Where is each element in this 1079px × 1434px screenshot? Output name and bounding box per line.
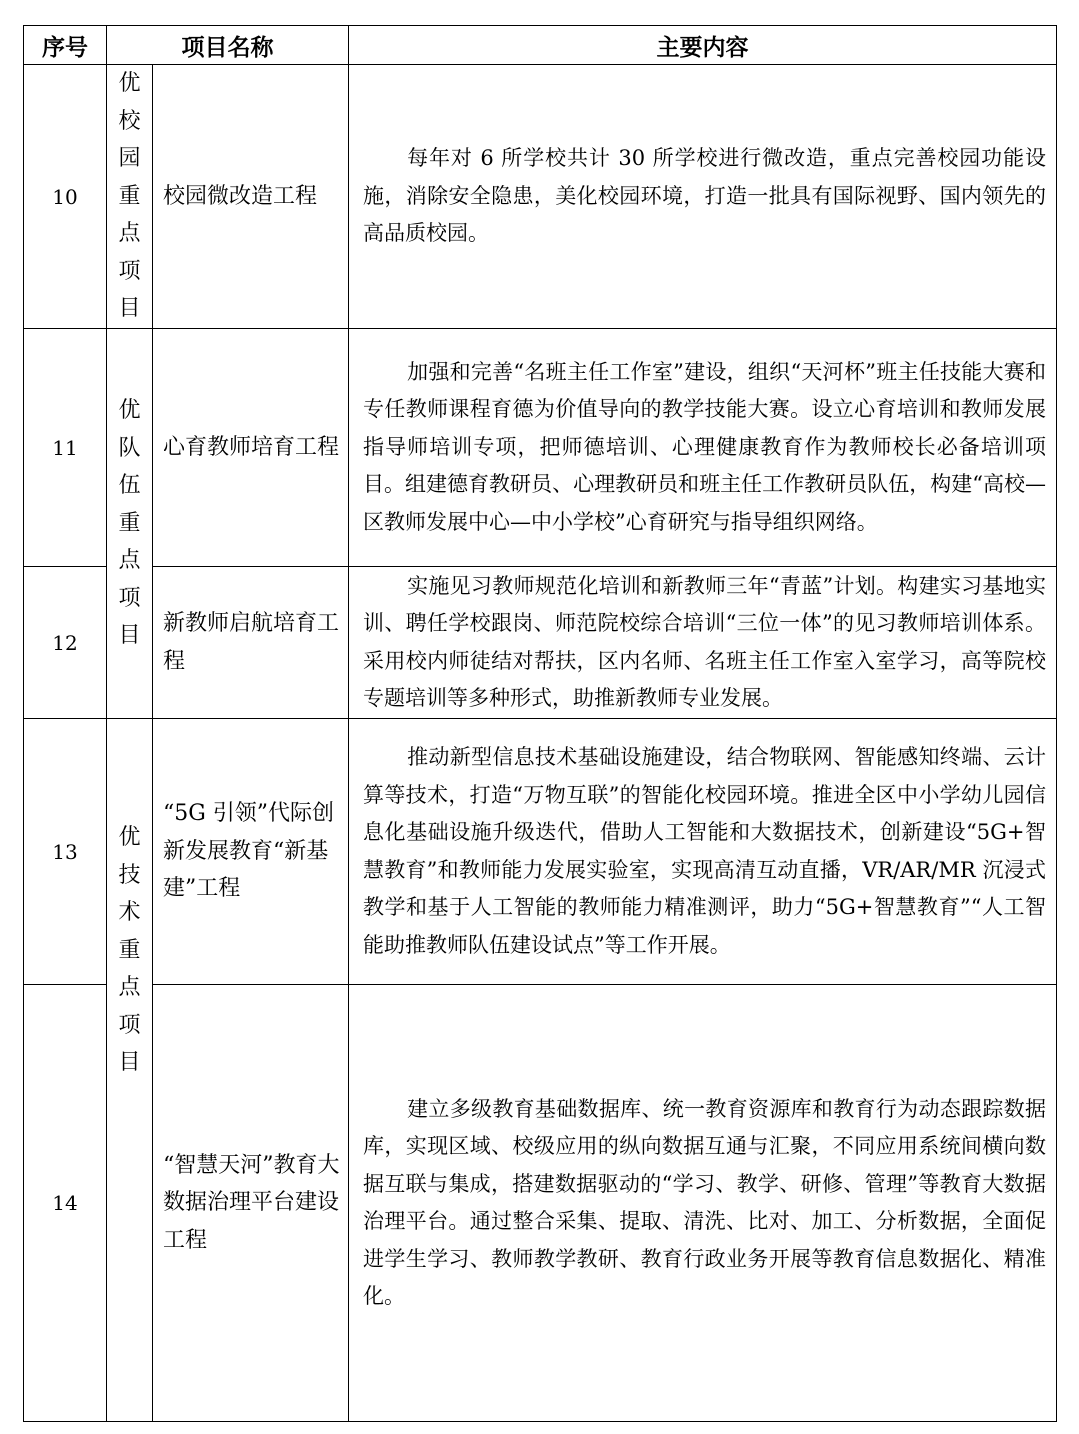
project-name: “智慧天河”教育大数据治理平台建设工程 xyxy=(153,985,349,1422)
table-row xyxy=(24,567,1057,719)
category-label: 优 校 园 重 点 项 目 xyxy=(118,71,141,322)
content-text: 推动新型信息技术基础设施建设，结合物联网、智能感知终端、云计算等技术，打造“万物互联”的智能化校园环境。推进全区中小学幼儿园信息化基础设施升级迭代，借助人工智能和大数据技术，创新建设“5G+智慧教育”和教师能力发展实验室，实现高清互动直播，VR/AR/MR 沉浸式教学和基于人工智能的教师能力精准测评，助力“5G+智慧教育”“人工智能助推教师队伍建设试点”等工作开展。 xyxy=(363,745,1046,957)
content-text: 实施见习教师规范化培训和新教师三年“青蓝”计划。构建实习基地实训、聘任学校跟岗、师范院校综合培训“三位一体”的见习教师培训体系。采用校内师徒结对帮扶，区内名师、名班主任工作室入室学习，高等院校专题培训等多种形式，助推新教师专业发展。 xyxy=(363,573,1046,710)
project-content xyxy=(349,329,1057,567)
table-header-row xyxy=(24,26,1057,65)
content-text: 每年对 6 所学校共计 30 所学校进行微改造，重点完善校园功能设施，消除安全隐患，美化校园环境，打造一批具有国际视野、国内领先的高品质校园。 xyxy=(363,146,1046,246)
project-name: 新教师启航培育工程 xyxy=(153,567,349,719)
project-content xyxy=(349,719,1057,985)
table-row xyxy=(24,985,1057,1422)
category-label: 优 队 伍 重 点 项 目 xyxy=(118,398,141,649)
header-seq: 序号 xyxy=(24,26,107,65)
row-number: 14 xyxy=(24,985,107,1422)
project-content xyxy=(349,567,1057,719)
table-row xyxy=(24,719,1057,985)
project-content xyxy=(349,985,1057,1422)
content-text: 加强和完善“名班主任工作室”建设，组织“天河杯”班主任技能大赛和专任教师课程育德为价值导向的教学技能大赛。设立心育培训和教师发展指导师培训专项，把师德培训、心理健康教育作为教师校长必备培训项目。组建德育教研员、心理教研员和班主任工作教研员队伍，构建“高校—区教师发展中心—中小学校”心育研究与指导组织网络。 xyxy=(363,359,1046,534)
row-number: 10 xyxy=(24,65,107,329)
category-cell xyxy=(107,329,153,719)
project-name: 心育教师培育工程 xyxy=(153,329,349,567)
content-text: 建立多级教育基础数据库、统一教育资源库和教育行为动态跟踪数据库，实现区域、校级应用的纵向数据互通与汇聚，不同应用系统间横向数据互联与集成，搭建数据驱动的“学习、教学、研修、管理”等教育大数据治理平台。通过整合采集、提取、清洗、比对、加工、分析数据，全面促进学生学习、教师教学教研、教育行政业务开展等教育信息数据化、精准化。 xyxy=(363,1096,1046,1308)
category-cell xyxy=(107,719,153,1422)
header-name: 项目名称 xyxy=(107,26,349,65)
header-content: 主要内容 xyxy=(349,26,1057,65)
table-row xyxy=(24,65,1057,329)
project-name: 校园微改造工程 xyxy=(153,65,349,329)
row-number: 11 xyxy=(24,329,107,567)
project-table xyxy=(23,25,1057,1422)
project-content xyxy=(349,65,1057,329)
project-name: “5G 引领”代际创新发展教育“新基建”工程 xyxy=(153,719,349,985)
category-cell xyxy=(107,65,153,329)
category-label: 优 技 术 重 点 项 目 xyxy=(118,825,141,1075)
table-row xyxy=(24,329,1057,567)
row-number: 13 xyxy=(24,719,107,985)
row-number: 12 xyxy=(24,567,107,719)
